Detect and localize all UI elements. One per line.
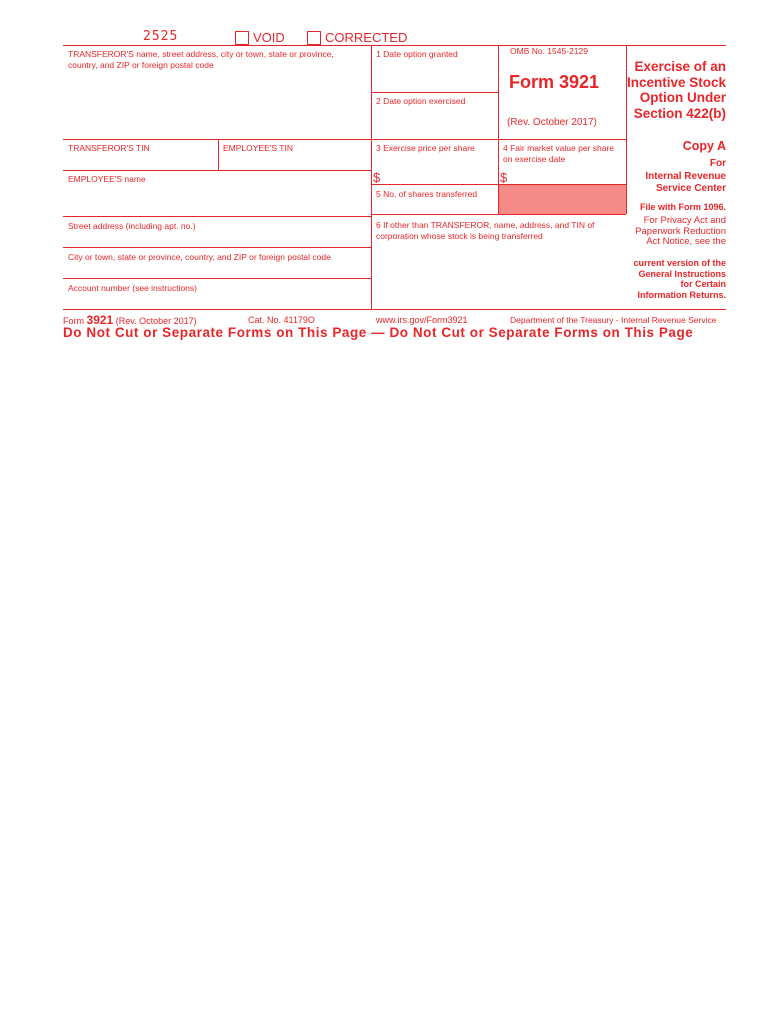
irs-url: www.irs.gov/Form3921: [376, 315, 468, 325]
form-title: Form 3921: [509, 72, 600, 92]
omb-number: OMB No. 1545-2129: [510, 46, 588, 56]
catalog-number: Cat. No. 41179O: [248, 315, 315, 325]
general-instructions-notice: current version of the General Instructions for Certain Information Returns.: [633, 258, 726, 300]
void-checkbox[interactable]: [235, 31, 249, 45]
box3-dollar-sign: $: [373, 170, 381, 185]
street-address-label: Street address (including apt. no.): [68, 221, 196, 231]
footer-revision: (Rev. October 2017): [115, 316, 197, 326]
box1-date-granted-label: 1 Date option granted: [376, 49, 458, 59]
corrected-checkbox[interactable]: [307, 31, 321, 45]
form-heading: Exercise of an Incentive Stock Option Under Section 422(b): [626, 59, 726, 121]
box2-date-exercised-label: 2 Date option exercised: [376, 96, 466, 106]
form-code: 2525: [143, 29, 179, 44]
box6-corporation-label: 6 If other than TRANSFEROR, name, address, and TIN of corporation whose stock is being transferred: [376, 220, 595, 241]
box4-fair-market-value-label: 4 Fair market value per share on exercise date: [503, 143, 615, 164]
file-with-1096: File with Form 1096.: [639, 202, 726, 212]
transferor-tin-label: TRANSFEROR'S TIN: [68, 143, 150, 153]
footer-form-number: 3921: [86, 313, 114, 327]
city-state-zip-label: City or town, state or province, country, and ZIP or foreign postal code: [68, 252, 331, 262]
treasury-dept: Department of the Treasury - Internal Revenue Service: [510, 315, 717, 325]
do-not-cut-warning: Do Not Cut or Separate Forms on This Page — Do Not Cut or Separate Forms on This Page: [63, 325, 694, 340]
box3-exercise-price-label: 3 Exercise price per share: [376, 143, 475, 153]
irs-center-label: Internal Revenue Service Center: [645, 171, 726, 194]
transferor-name-label: TRANSFEROR'S name, street address, city or town, state or province, country, and ZIP or foreign postal code: [68, 49, 334, 70]
for-label: For: [709, 158, 726, 169]
employee-name-label: EMPLOYEE'S name: [68, 174, 146, 184]
account-number-label: Account number (see instructions): [68, 283, 197, 293]
box4-dollar-sign: $: [500, 170, 508, 185]
copy-a-label: Copy A: [682, 139, 726, 153]
void-label: VOID: [253, 30, 285, 45]
form-revision: (Rev. October 2017): [507, 117, 597, 128]
shaded-cell: [499, 185, 626, 214]
corrected-label: CORRECTED: [325, 30, 408, 45]
privacy-notice: For Privacy Act and Paperwork Reduction Act Notice, see the: [635, 215, 726, 247]
employee-tin-label: EMPLOYEE'S TIN: [223, 143, 293, 153]
box5-shares-label: 5 No. of shares transferred: [376, 189, 478, 199]
footer-form-word: Form: [63, 316, 84, 326]
